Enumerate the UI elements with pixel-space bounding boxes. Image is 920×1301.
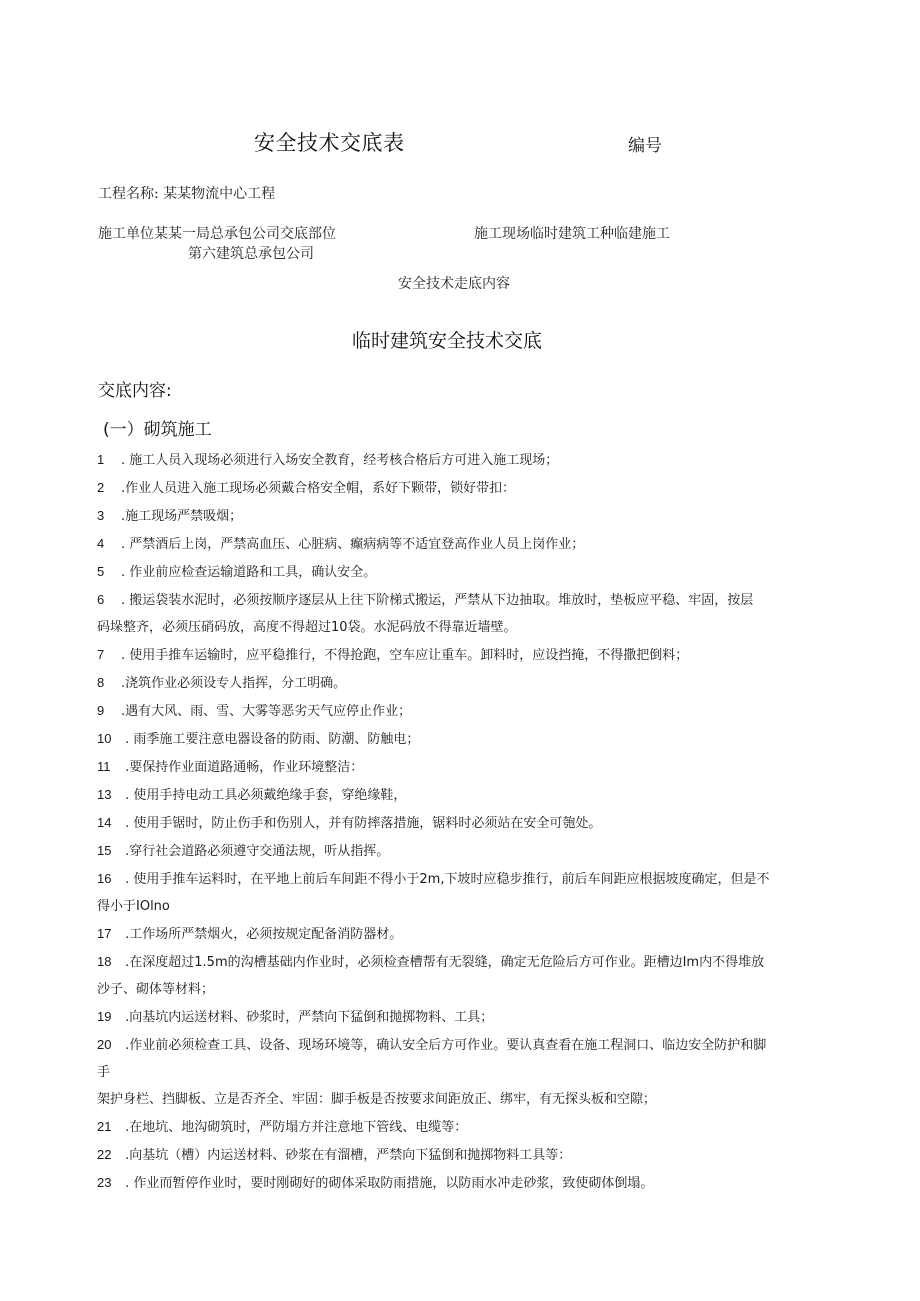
item-text: . 使用手持电动工具必须戴绝缘手套，穿绝缘鞋， (121, 788, 407, 803)
content-caption: 安全技术走底内容 (398, 276, 510, 292)
list-item (97, 446, 817, 474)
item-number: 23 (97, 1175, 112, 1190)
code-label: 编号 (628, 136, 662, 156)
item-text: .工作场所严禁烟火，必须按规定配备消防器材。 (121, 927, 403, 942)
item-number: 5 (97, 564, 105, 579)
item-number: 1 (97, 452, 105, 467)
item-text: . 搬运袋装水泥时，必须按顺序逐层从上往下阶梯式搬运，严禁从下边抽取。堆放时，垫板应平稳、牢固，按层 (121, 593, 754, 608)
item-text: 得小于IOlno (97, 899, 170, 914)
item-text: . 作业前应检查运输道路和工具，确认安全。 (121, 565, 377, 580)
list-item (97, 641, 817, 669)
item-text: .在深度超过1.5m的沟槽基础内作业时，必须检查槽帮有无裂缝，确定无危险后方可作业。距槽边Im内不得堆放 (121, 955, 765, 970)
item-text: . 严禁酒后上岗，严禁高血压、心脏病、癫病病等不适宜登高作业人员上岗作业； (121, 537, 585, 552)
item-number: 18 (97, 954, 112, 969)
item-text: . 雨季施工要注意电器设备的防雨、防潮、防触电； (121, 732, 420, 747)
item-number: 14 (97, 815, 112, 830)
list-item (97, 586, 817, 614)
project-label: 工程名称: (98, 186, 159, 202)
item-text: . 作业而暂停作业时，要时刚砌好的砌体采取防雨措施，以防雨水冲走砂浆，致使砌体倒塌。 (121, 1176, 654, 1191)
item-text: 手 (97, 1065, 111, 1080)
list-item (97, 697, 817, 725)
list-item (97, 558, 817, 586)
item-number: 8 (97, 675, 105, 690)
item-number: 15 (97, 843, 112, 858)
list-item (97, 948, 817, 976)
list-item (97, 837, 817, 865)
item-text: . 施工人员入现场必须进行入场安全教育，经考核合格后方可进入施工现场； (121, 453, 559, 468)
list-item (97, 865, 817, 893)
safety-item-list (97, 446, 817, 1197)
list-item-continuation (97, 893, 817, 920)
section-heading: 交底内容: (98, 381, 172, 401)
item-number: 2 (97, 480, 105, 495)
item-text: .遇有大风、雨、雪、大雾等恶劣天气应停止作业； (121, 704, 412, 719)
item-number: 16 (97, 871, 112, 886)
item-number: 19 (97, 1009, 112, 1024)
list-item (97, 1141, 817, 1169)
document-title: 安全技术交底表 (254, 131, 405, 155)
item-text: . 使用手推车运输时，应平稳推行，不得抢跑，空车应让重车。卸料时，应设挡掩，不得撒把倒料； (121, 648, 689, 663)
item-number: 17 (97, 926, 112, 941)
item-number: 9 (97, 703, 105, 718)
list-item-continuation (97, 976, 817, 1003)
item-number: 6 (97, 592, 105, 607)
list-item (97, 474, 817, 502)
list-item-continuation (97, 1086, 817, 1113)
item-number: 13 (97, 787, 112, 802)
list-item (97, 1113, 817, 1141)
unit-line-2: 第六建筑总承包公司 (188, 246, 314, 262)
list-item (97, 1003, 817, 1031)
item-number: 4 (97, 536, 105, 551)
project-name: 某某物流中心工程 (163, 186, 276, 202)
project-row (98, 183, 275, 203)
unit-line-1: 施工单位某某一局总承包公司交底部位 (98, 226, 336, 242)
list-item (97, 753, 817, 781)
list-item (97, 530, 817, 558)
site-line: 施工现场临时建筑工种临建施工 (474, 226, 670, 242)
list-item (97, 809, 817, 837)
item-text: .作业人员进入施工现场必须戴合格安全帽，系好下颗带，锁好带扣： (121, 481, 516, 496)
list-item (97, 669, 817, 697)
list-item (97, 1031, 817, 1059)
item-number: 7 (97, 647, 105, 662)
list-item (97, 502, 817, 530)
list-item (97, 920, 817, 948)
item-text: 沙子、砌体等材料； (97, 982, 215, 997)
item-text: .向基坑（槽）内运送材料、砂浆在有溜槽，严禁向下猛倒和抛掷物料工具等： (121, 1148, 572, 1163)
list-item (97, 781, 817, 809)
item-number: 21 (97, 1119, 112, 1134)
item-number: 10 (97, 731, 112, 746)
item-number: 20 (97, 1037, 112, 1052)
list-item (97, 725, 817, 753)
subsection-heading: (一）砌筑施工 (103, 420, 212, 440)
item-number: 11 (97, 759, 111, 774)
item-text: .要保持作业面道路通畅，作业环境整洁： (121, 760, 364, 775)
item-text: 架护身栏、挡脚板、立是否齐全、牢固：脚手板是否按要求间距放正、绑牢，有无探头板和空隙； (97, 1092, 657, 1107)
list-item (97, 1169, 817, 1197)
item-text: .浇筑作业必须设专人指挥，分工明确。 (121, 676, 347, 691)
item-text: .在地坑、地沟砌筑时，严防塌方并注意地下管线、电缆等： (121, 1120, 468, 1135)
item-number: 3 (97, 508, 105, 523)
list-item-continuation (97, 1059, 817, 1086)
item-text: .作业前必须检查工具、设备、现场环境等，确认安全后方可作业。要认真查看在施工程洞口、临边安全防护和脚 (121, 1038, 767, 1053)
item-text: .向基坑内运送材料、砂浆时，严禁向下猛倒和抛掷物料、工具； (121, 1010, 494, 1025)
item-text: .穿行社会道路必须遵守交通法规，听从指挥。 (121, 844, 390, 859)
document-subtitle: 临时建筑安全技术交底 (352, 330, 543, 352)
item-text: 码垛整齐，必须压硝码放，高度不得超过10袋。水泥码放不得靠近墙壁。 (97, 620, 517, 635)
item-text: . 使用手锯时，防止伤手和伤别人，并有防摔落措施，锯料时必须站在安全可匏处。 (121, 816, 602, 831)
list-item-continuation (97, 614, 817, 641)
item-number: 22 (97, 1147, 112, 1162)
item-text: .施工现场严禁吸烟； (121, 509, 243, 524)
item-text: . 使用手推车运料时，在平地上前后车间距不得小于2m,下坡时应稳步推行，前后车间距应根据坡度确定，但是不 (121, 872, 770, 887)
